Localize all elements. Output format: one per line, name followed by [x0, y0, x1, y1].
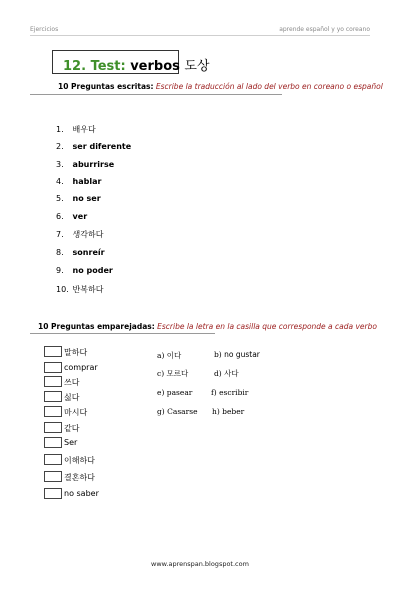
- matching-item-word: 마시다: [64, 408, 88, 417]
- written-item-number: 9.: [56, 266, 64, 275]
- written-section-underline: [30, 94, 282, 95]
- matching-item-word: no saber: [64, 489, 99, 498]
- option-c: [157, 368, 188, 379]
- written-item-word: sonreír: [72, 248, 105, 257]
- option-letter: e): [157, 388, 165, 397]
- header-right-text: aprende español y yo coreano: [279, 26, 370, 33]
- written-item: [56, 229, 103, 240]
- written-item: [56, 124, 96, 135]
- written-item: [56, 248, 105, 257]
- matching-item-word: 이해하다: [64, 456, 95, 465]
- written-item-number: 6.: [56, 212, 64, 221]
- answer-box[interactable]: [44, 422, 62, 433]
- written-item: [56, 142, 131, 151]
- written-item-word: 생각하다: [72, 230, 104, 239]
- option-text: 이다: [166, 351, 182, 360]
- written-item-number: 7.: [56, 230, 64, 239]
- option-text: pasear: [166, 388, 193, 397]
- option-letter: h): [212, 407, 220, 416]
- option-text: 모르다: [166, 369, 189, 378]
- matching-item-word: 결혼하다: [64, 473, 95, 482]
- answer-box[interactable]: [44, 488, 62, 499]
- option-text: beber: [222, 407, 245, 416]
- written-item-number: 2.: [56, 142, 64, 151]
- option-letter: f): [211, 388, 217, 397]
- header-left-text: Ejercicios: [30, 26, 59, 33]
- footer-url[interactable]: www.aprenspan.blogspot.com: [151, 560, 249, 568]
- option-text: escribir: [219, 388, 249, 397]
- option-h: [212, 407, 244, 416]
- answer-box[interactable]: [44, 376, 62, 387]
- option-letter: b): [214, 350, 222, 359]
- written-section-instruction: Escribe la traducción al lado del verbo en coreano o español: [155, 82, 383, 91]
- written-item: [56, 284, 103, 295]
- written-item: [56, 194, 101, 203]
- matching-item-word: 말하다: [64, 348, 88, 357]
- matching-item-word: comprar: [64, 363, 98, 372]
- written-item-word: hablar: [72, 177, 102, 186]
- option-a: [157, 350, 181, 361]
- option-letter: c): [157, 369, 165, 378]
- answer-box[interactable]: [44, 454, 62, 465]
- written-item-word: no ser: [72, 194, 101, 203]
- option-b: [214, 350, 260, 359]
- matching-section-underline: [30, 333, 215, 334]
- written-item-number: 8.: [56, 248, 64, 257]
- written-item-number: 1.: [56, 125, 64, 134]
- option-text: no gustar: [224, 350, 260, 359]
- matching-item-word: 싫다: [64, 393, 80, 402]
- answer-box[interactable]: [44, 471, 62, 482]
- written-item: [56, 177, 101, 186]
- written-item: [56, 160, 114, 169]
- answer-box[interactable]: [44, 406, 62, 417]
- title-test: Test:: [90, 59, 126, 74]
- written-item-number: 10.: [56, 285, 69, 294]
- written-item: [56, 266, 113, 275]
- option-letter: g): [157, 407, 165, 416]
- option-e: [157, 388, 192, 397]
- matching-item-word: Ser: [64, 438, 78, 447]
- matching-item-word: 같다: [64, 424, 80, 433]
- title-number: 12.: [63, 59, 87, 74]
- header-divider: [30, 35, 370, 36]
- answer-box[interactable]: [44, 346, 62, 357]
- title-box: [52, 50, 210, 74]
- option-text: Casarse: [167, 407, 198, 416]
- written-item-word: ser diferente: [72, 142, 132, 151]
- title-korean: 도상: [184, 59, 210, 74]
- option-f: [211, 388, 248, 397]
- matching-section-instruction: Escribe la letra en la casilla que corresponde a cada verbo: [157, 322, 377, 331]
- written-item: [56, 212, 87, 221]
- written-section-label: 10 Preguntas escritas:: [58, 82, 154, 91]
- option-d: [214, 368, 239, 379]
- written-item-word: ver: [72, 212, 88, 221]
- title-verb: verbos: [130, 59, 180, 74]
- written-item-word: no poder: [72, 266, 113, 275]
- option-letter: d): [214, 369, 222, 378]
- answer-box[interactable]: [44, 362, 62, 373]
- option-letter: a): [157, 351, 165, 360]
- matching-item-word: 쓰다: [64, 378, 80, 387]
- option-text: 사다: [224, 369, 239, 378]
- written-item-number: 4.: [56, 177, 64, 186]
- written-item-word: aburrirse: [72, 160, 115, 169]
- matching-section-label: 10 Preguntas emparejadas:: [38, 322, 155, 331]
- written-section-heading: [58, 82, 383, 91]
- answer-box[interactable]: [44, 391, 62, 402]
- written-item-number: 5.: [56, 194, 64, 203]
- matching-section-heading: [38, 322, 377, 331]
- written-item-word: 반복하다: [72, 285, 104, 294]
- answer-box[interactable]: [44, 437, 62, 448]
- written-item-number: 3.: [56, 160, 64, 169]
- option-g: [157, 407, 198, 416]
- page-title: [63, 55, 210, 74]
- written-item-word: 배우다: [72, 125, 96, 134]
